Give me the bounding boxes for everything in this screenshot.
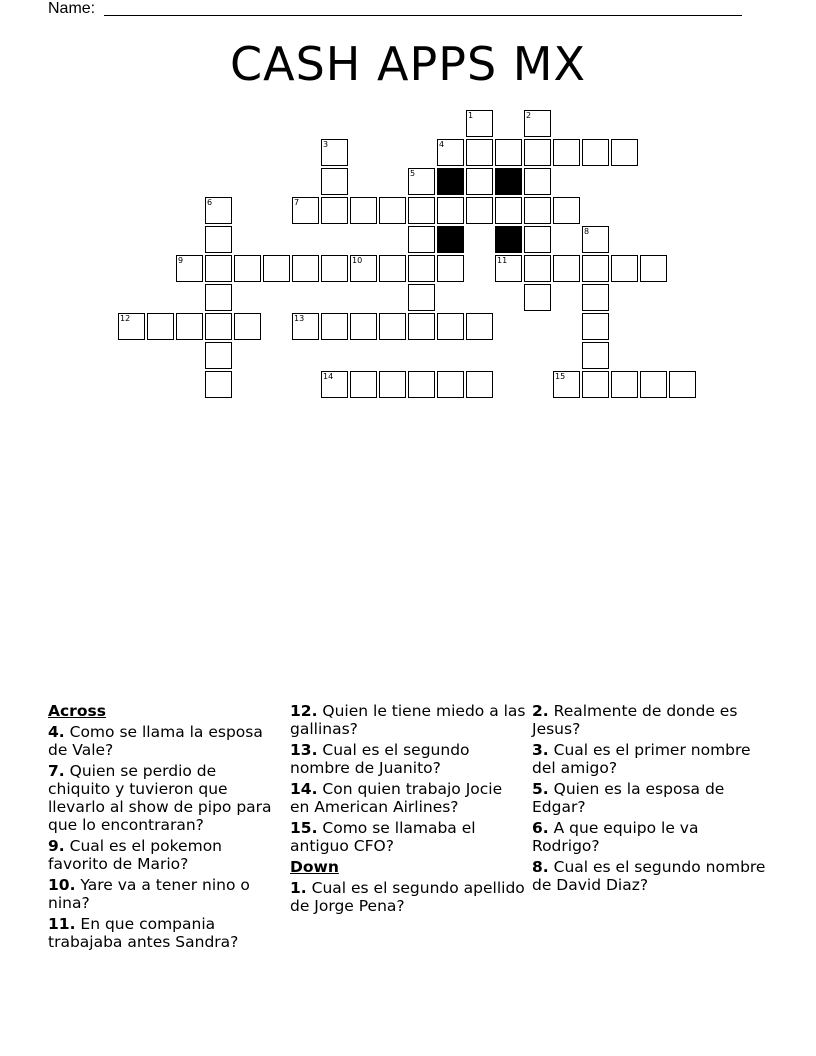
grid-cell[interactable] bbox=[292, 313, 319, 340]
clue-number: 14 bbox=[323, 372, 334, 381]
black-cell bbox=[437, 168, 464, 195]
grid-cell[interactable] bbox=[321, 255, 348, 282]
clue-down-8: 8. Cual es el segundo nombre de David Diaz? bbox=[532, 858, 766, 894]
clue-number: 9 bbox=[178, 256, 184, 265]
clue-number: 6 bbox=[207, 198, 213, 207]
grid-cell[interactable] bbox=[524, 255, 551, 282]
grid-cell[interactable] bbox=[495, 139, 522, 166]
grid-cell[interactable] bbox=[437, 139, 464, 166]
grid-cell[interactable] bbox=[205, 371, 232, 398]
grid-cell[interactable] bbox=[408, 226, 435, 253]
grid-cell[interactable] bbox=[263, 255, 290, 282]
clue-across-10: 10. Yare va a tener nino o nina? bbox=[48, 876, 250, 912]
grid-cell[interactable] bbox=[205, 197, 232, 224]
clue-number: 11 bbox=[497, 256, 508, 265]
grid-cell[interactable] bbox=[408, 371, 435, 398]
grid-cell[interactable] bbox=[379, 313, 406, 340]
clue-number: 12 bbox=[120, 314, 131, 323]
grid-cell[interactable] bbox=[466, 168, 493, 195]
grid-cell[interactable] bbox=[379, 255, 406, 282]
grid-cell[interactable] bbox=[205, 313, 232, 340]
grid-cell[interactable] bbox=[350, 197, 377, 224]
grid-cell[interactable] bbox=[379, 197, 406, 224]
grid-cell[interactable] bbox=[611, 139, 638, 166]
grid-cell[interactable] bbox=[524, 197, 551, 224]
grid-cell[interactable] bbox=[205, 284, 232, 311]
clue-across-7: 7. Quien se perdio de chiquito y tuvieron que llevarlo al show de pipo para que lo encontraran? bbox=[48, 762, 272, 834]
grid-cell[interactable] bbox=[611, 255, 638, 282]
grid-cell[interactable] bbox=[466, 197, 493, 224]
grid-cell[interactable] bbox=[408, 255, 435, 282]
grid-cell[interactable] bbox=[582, 226, 609, 253]
clue-down-6: 6. A que equipo le va Rodrigo? bbox=[532, 819, 699, 855]
grid-cell[interactable] bbox=[553, 371, 580, 398]
clue-across-13: 13. Cual es el segundo nombre de Juanito? bbox=[290, 741, 470, 777]
clue-number: 3 bbox=[323, 140, 329, 149]
grid-cell[interactable] bbox=[611, 371, 638, 398]
grid-cell[interactable] bbox=[321, 139, 348, 166]
grid-cell[interactable] bbox=[321, 371, 348, 398]
grid-cell[interactable] bbox=[437, 371, 464, 398]
grid-cell[interactable] bbox=[321, 168, 348, 195]
grid-cell[interactable] bbox=[553, 197, 580, 224]
clue-across-14: 14. Con quien trabajo Jocie en American Airlines? bbox=[290, 780, 503, 816]
clue-number: 1 bbox=[468, 111, 474, 120]
grid-cell[interactable] bbox=[553, 255, 580, 282]
grid-cell[interactable] bbox=[582, 255, 609, 282]
grid-cell[interactable] bbox=[234, 313, 261, 340]
clue-number: 5 bbox=[410, 169, 416, 178]
black-cell bbox=[495, 168, 522, 195]
clue-number: 4 bbox=[439, 140, 445, 149]
down-heading: Down bbox=[290, 858, 339, 876]
grid-cell[interactable] bbox=[147, 313, 174, 340]
grid-cell[interactable] bbox=[408, 313, 435, 340]
grid-cell[interactable] bbox=[437, 197, 464, 224]
grid-cell[interactable] bbox=[524, 110, 551, 137]
grid-cell[interactable] bbox=[205, 342, 232, 369]
grid-cell[interactable] bbox=[495, 255, 522, 282]
clue-down-2: 2. Realmente de donde es Jesus? bbox=[532, 702, 738, 738]
clue-down-5: 5. Quien es la esposa de Edgar? bbox=[532, 780, 725, 816]
grid-cell[interactable] bbox=[118, 313, 145, 340]
grid-cell[interactable] bbox=[234, 255, 261, 282]
grid-cell[interactable] bbox=[582, 371, 609, 398]
clue-number: 7 bbox=[294, 198, 300, 207]
grid-cell[interactable] bbox=[466, 371, 493, 398]
grid-cell[interactable] bbox=[582, 342, 609, 369]
clue-down-3: 3. Cual es el primer nombre del amigo? bbox=[532, 741, 751, 777]
grid-cell[interactable] bbox=[205, 226, 232, 253]
clue-across-11: 11. En que compania trabajaba antes Sandra? bbox=[48, 915, 239, 951]
clue-number: 10 bbox=[352, 256, 363, 265]
clue-across-15: 15. Como se llamaba el antiguo CFO? bbox=[290, 819, 476, 855]
grid-cell[interactable] bbox=[524, 168, 551, 195]
clue-number: 15 bbox=[555, 372, 566, 381]
clue-number: 8 bbox=[584, 227, 590, 236]
grid-cell[interactable] bbox=[582, 284, 609, 311]
grid-cell[interactable] bbox=[437, 255, 464, 282]
grid-cell[interactable] bbox=[350, 371, 377, 398]
grid-cell[interactable] bbox=[176, 255, 203, 282]
across-heading: Across bbox=[48, 702, 106, 720]
grid-cell[interactable] bbox=[408, 197, 435, 224]
grid-cell[interactable] bbox=[379, 371, 406, 398]
grid-cell[interactable] bbox=[205, 255, 232, 282]
grid-cell[interactable] bbox=[408, 168, 435, 195]
grid-cell[interactable] bbox=[466, 110, 493, 137]
puzzle-title: CASH APPS MX bbox=[230, 37, 586, 91]
clue-across-4: 4. Como se llama la esposa de Vale? bbox=[48, 723, 263, 759]
clues-column-3 bbox=[532, 702, 768, 897]
grid-cell[interactable] bbox=[437, 313, 464, 340]
grid-cell[interactable] bbox=[495, 197, 522, 224]
grid-cell[interactable] bbox=[669, 371, 696, 398]
clue-number: 13 bbox=[294, 314, 305, 323]
grid-cell[interactable] bbox=[640, 371, 667, 398]
crossword-grid bbox=[0, 0, 816, 420]
grid-cell[interactable] bbox=[582, 139, 609, 166]
grid-cell[interactable] bbox=[524, 139, 551, 166]
black-cell bbox=[437, 226, 464, 253]
grid-cell[interactable] bbox=[350, 313, 377, 340]
name-label: Name: bbox=[48, 0, 96, 17]
grid-cell[interactable] bbox=[524, 226, 551, 253]
grid-cell[interactable] bbox=[292, 197, 319, 224]
clues-column-1 bbox=[48, 702, 278, 954]
grid-cell[interactable] bbox=[466, 139, 493, 166]
grid-cell[interactable] bbox=[292, 255, 319, 282]
grid-cell[interactable] bbox=[640, 255, 667, 282]
grid-cell[interactable] bbox=[321, 313, 348, 340]
clue-across-9: 9. Cual es el pokemon favorito de Mario? bbox=[48, 837, 222, 873]
grid-cell[interactable] bbox=[553, 139, 580, 166]
grid-cell[interactable] bbox=[582, 313, 609, 340]
grid-cell[interactable] bbox=[466, 313, 493, 340]
black-cell bbox=[495, 226, 522, 253]
clue-number: 2 bbox=[526, 111, 532, 120]
clues-column-2 bbox=[290, 702, 526, 918]
clue-down-1: 1. Cual es el segundo apellido de Jorge Pena? bbox=[290, 879, 525, 915]
grid-cell[interactable] bbox=[408, 284, 435, 311]
grid-cell[interactable] bbox=[350, 255, 377, 282]
grid-cell[interactable] bbox=[524, 284, 551, 311]
grid-cell[interactable] bbox=[321, 197, 348, 224]
grid-cell[interactable] bbox=[176, 313, 203, 340]
clue-across-12: 12. Quien le tiene miedo a las gallinas? bbox=[290, 702, 526, 738]
